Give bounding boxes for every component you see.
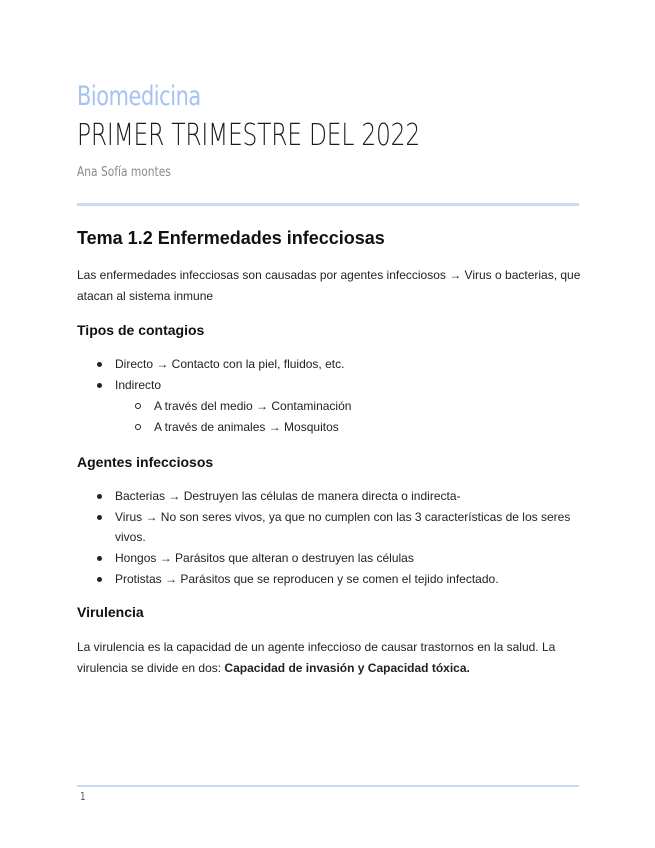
list-item	[0, 507, 585, 547]
bullet-icon	[97, 362, 102, 367]
contagios-list	[0, 354, 585, 438]
agentes-heading: Agentes infecciosos	[77, 454, 214, 470]
list-item-text: A través del medio → Contaminación	[154, 399, 352, 413]
bullet-icon	[97, 383, 102, 388]
author-name: Ana Sofía montes	[77, 165, 171, 180]
intro-paragraph: Las enfermedades infecciosas son causadas por agentes infecciosos → Virus o bacterias, que atacan al sistema inmune	[77, 268, 581, 303]
footer-divider	[77, 785, 579, 787]
virulencia-paragraph	[77, 637, 582, 679]
list-item	[0, 548, 585, 568]
list-item-text: A través de animales → Mosquitos	[154, 420, 339, 434]
sub-list-item	[0, 417, 585, 437]
page-number: 1	[80, 790, 86, 803]
bullet-icon	[97, 494, 102, 499]
agentes-list	[0, 486, 585, 590]
bullet-icon	[97, 556, 102, 561]
list-item-text: Protistas → Parásitos que se reproducen y se comen el tejido infectado.	[115, 572, 499, 586]
list-item-text: Virus → No son seres vivos, ya que no cumplen con las 3 características de los seres vivos.	[115, 510, 571, 544]
contagios-heading: Tipos de contagios	[77, 322, 205, 338]
list-item-text: Directo → Contacto con la piel, fluidos, etc.	[115, 357, 345, 371]
list-item-text: Indirecto	[115, 378, 162, 392]
list-item-text: Hongos → Parásitos que alteran o destruyen las células	[115, 551, 414, 565]
document-title: PRIMER TRIMESTRE DEL 2022	[77, 118, 420, 153]
subject-title: Biomedicina	[77, 81, 201, 112]
list-item	[0, 375, 585, 395]
bullet-icon	[97, 515, 102, 520]
virulencia-bold-text: Capacidad de invasión y Capacidad tóxica.	[224, 661, 470, 675]
list-item	[0, 486, 585, 506]
sub-list-item	[0, 396, 585, 416]
hollow-bullet-icon	[135, 424, 141, 430]
virulencia-text: La virulencia es la capacidad de un agente infeccioso de causar trastornos en la salud. La virulencia se divide en dos:	[77, 640, 556, 675]
list-item	[0, 569, 585, 589]
list-item-text: Bacterias → Destruyen las células de manera directa o indirecta-	[115, 489, 461, 503]
virulencia-heading: Virulencia	[77, 604, 144, 620]
section-heading: Tema 1.2 Enfermedades infecciosas	[77, 228, 385, 248]
list-item	[0, 354, 585, 374]
bullet-icon	[97, 577, 102, 582]
header-divider	[77, 203, 579, 206]
hollow-bullet-icon	[135, 403, 141, 409]
